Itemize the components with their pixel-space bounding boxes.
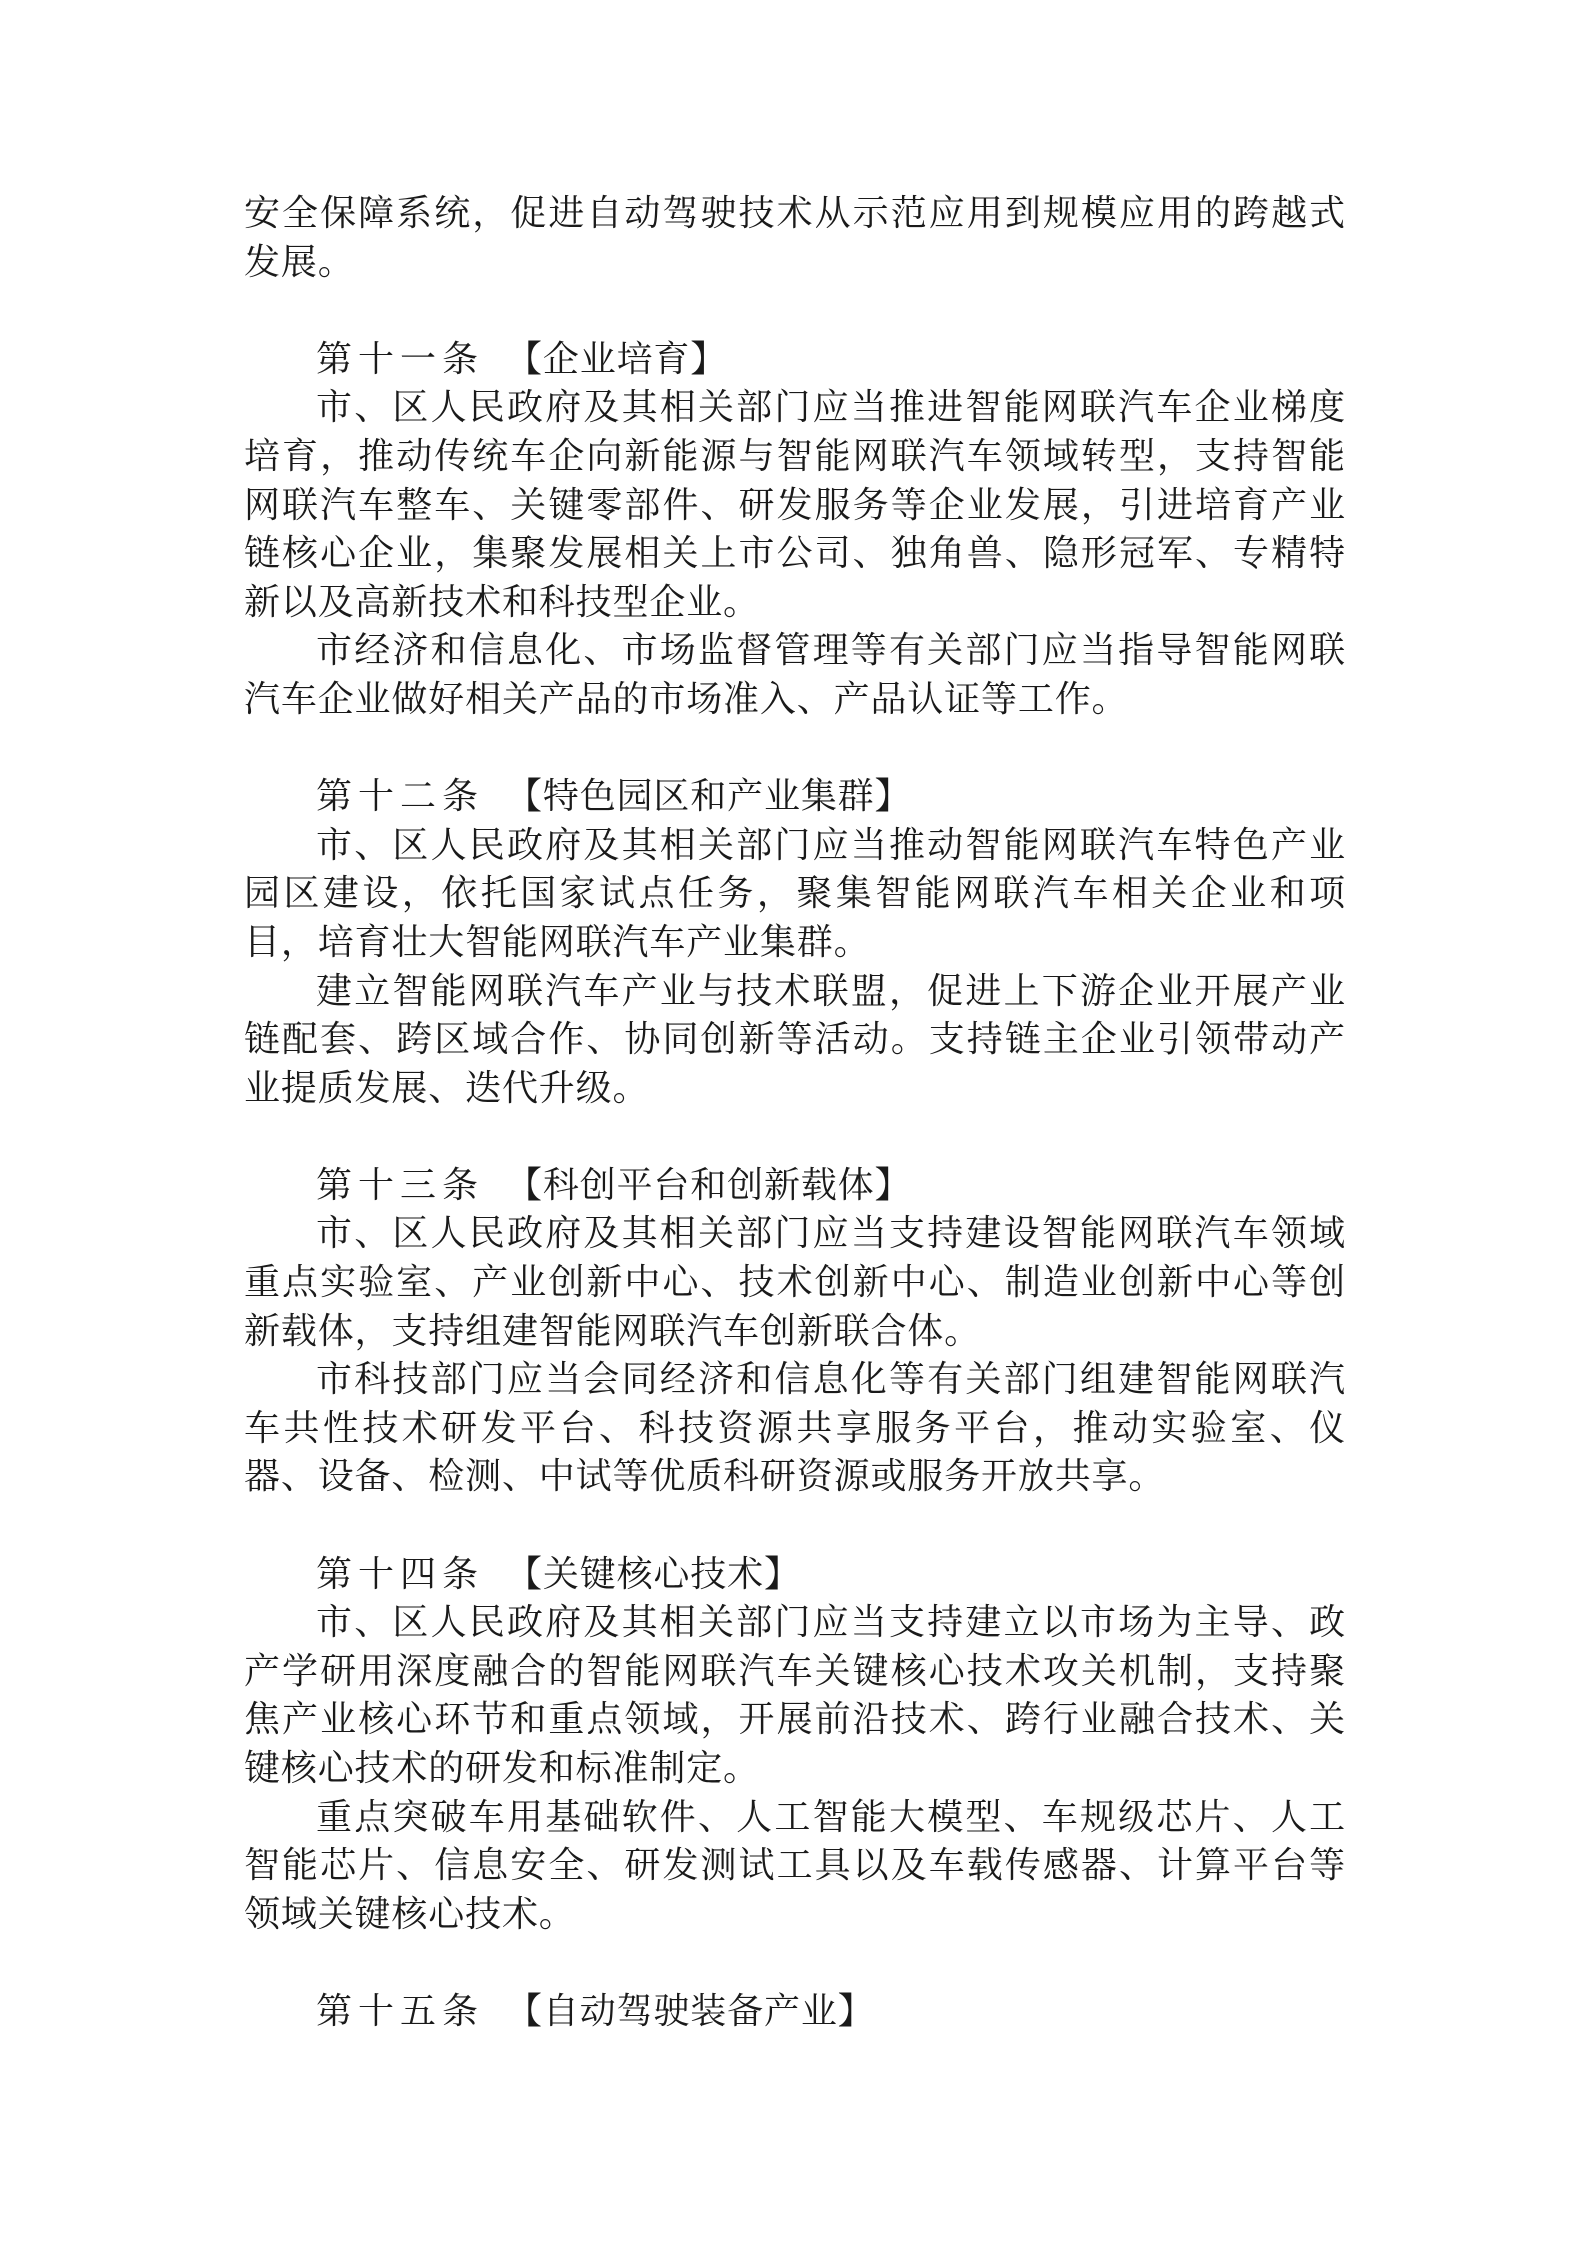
article-title: 【科创平台和创新载体】	[506, 1164, 912, 1206]
article-number: 第十二条	[316, 776, 485, 818]
article-number: 第十三条	[316, 1164, 485, 1206]
article-15	[244, 1988, 1346, 2037]
article-paragraph: 市科技部门应当会同经济和信息化等有关部门组建智能网联汽车共性技术研发平台、科技资源共享服务平台，推动实验室、仪器、设备、检测、中试等优质科研资源或服务开放共享。	[244, 1359, 1346, 1498]
article-number: 第十四条	[316, 1553, 485, 1595]
article-11	[244, 336, 1346, 725]
article-paragraph: 市、区人民政府及其相关部门应当推进智能网联汽车企业梯度培育，推动传统车企向新能源与智能网联汽车领域转型，支持智能网联汽车整车、关键零部件、研发服务等企业发展，引进培育产业链核心企业，集聚发展相关上市公司、独角兽、隐形冠军、专精特新以及高新技术和科技型企业。	[244, 387, 1346, 623]
article-paragraph: 市经济和信息化、市场监督管理等有关部门应当指导智能网联汽车企业做好相关产品的市场准入、产品认证等工作。	[244, 630, 1346, 720]
article-title: 【关键核心技术】	[506, 1553, 801, 1595]
article-heading	[244, 1162, 1346, 1211]
article-number: 第十一条	[316, 338, 485, 380]
article-heading	[244, 1551, 1346, 1600]
article-heading	[244, 336, 1346, 385]
article-paragraph: 市、区人民政府及其相关部门应当支持建设智能网联汽车领域重点实验室、产业创新中心、技术创新中心、制造业创新中心等创新载体，支持组建智能网联汽车创新联合体。	[244, 1213, 1346, 1352]
article-title: 【自动驾驶装备产业】	[506, 1990, 875, 2032]
article-paragraph: 建立智能网联汽车产业与技术联盟，促进上下游企业开展产业链配套、跨区域合作、协同创新等活动。支持链主企业引领带动产业提质发展、迭代升级。	[244, 970, 1346, 1109]
article-paragraph: 重点突破车用基础软件、人工智能大模型、车规级芯片、人工智能芯片、信息安全、研发测试工具以及车载传感器、计算平台等领域关键核心技术。	[244, 1796, 1346, 1935]
article-12	[244, 773, 1346, 1113]
continuation-paragraph: 安全保障系统，促进自动驾驶技术从示范应用到规模应用的跨越式发展。	[244, 193, 1346, 283]
article-heading	[244, 773, 1346, 822]
article-paragraph: 市、区人民政府及其相关部门应当推动智能网联汽车特色产业园区建设，依托国家试点任务，聚集智能网联汽车相关企业和项目，培育壮大智能网联汽车产业集群。	[244, 824, 1346, 963]
article-title: 【特色园区和产业集群】	[506, 776, 912, 818]
article-number: 第十五条	[316, 1990, 485, 2032]
article-heading	[244, 1988, 1346, 2037]
article-13	[244, 1162, 1346, 1502]
article-14	[244, 1551, 1346, 1940]
article-title: 【企业培育】	[506, 338, 728, 380]
article-paragraph: 市、区人民政府及其相关部门应当支持建立以市场为主导、政产学研用深度融合的智能网联汽车关键核心技术攻关机制，支持聚焦产业核心环节和重点领域，开展前沿技术、跨行业融合技术、关键核心技术的研发和标准制定。	[244, 1602, 1346, 1789]
document-body	[244, 190, 1346, 2037]
